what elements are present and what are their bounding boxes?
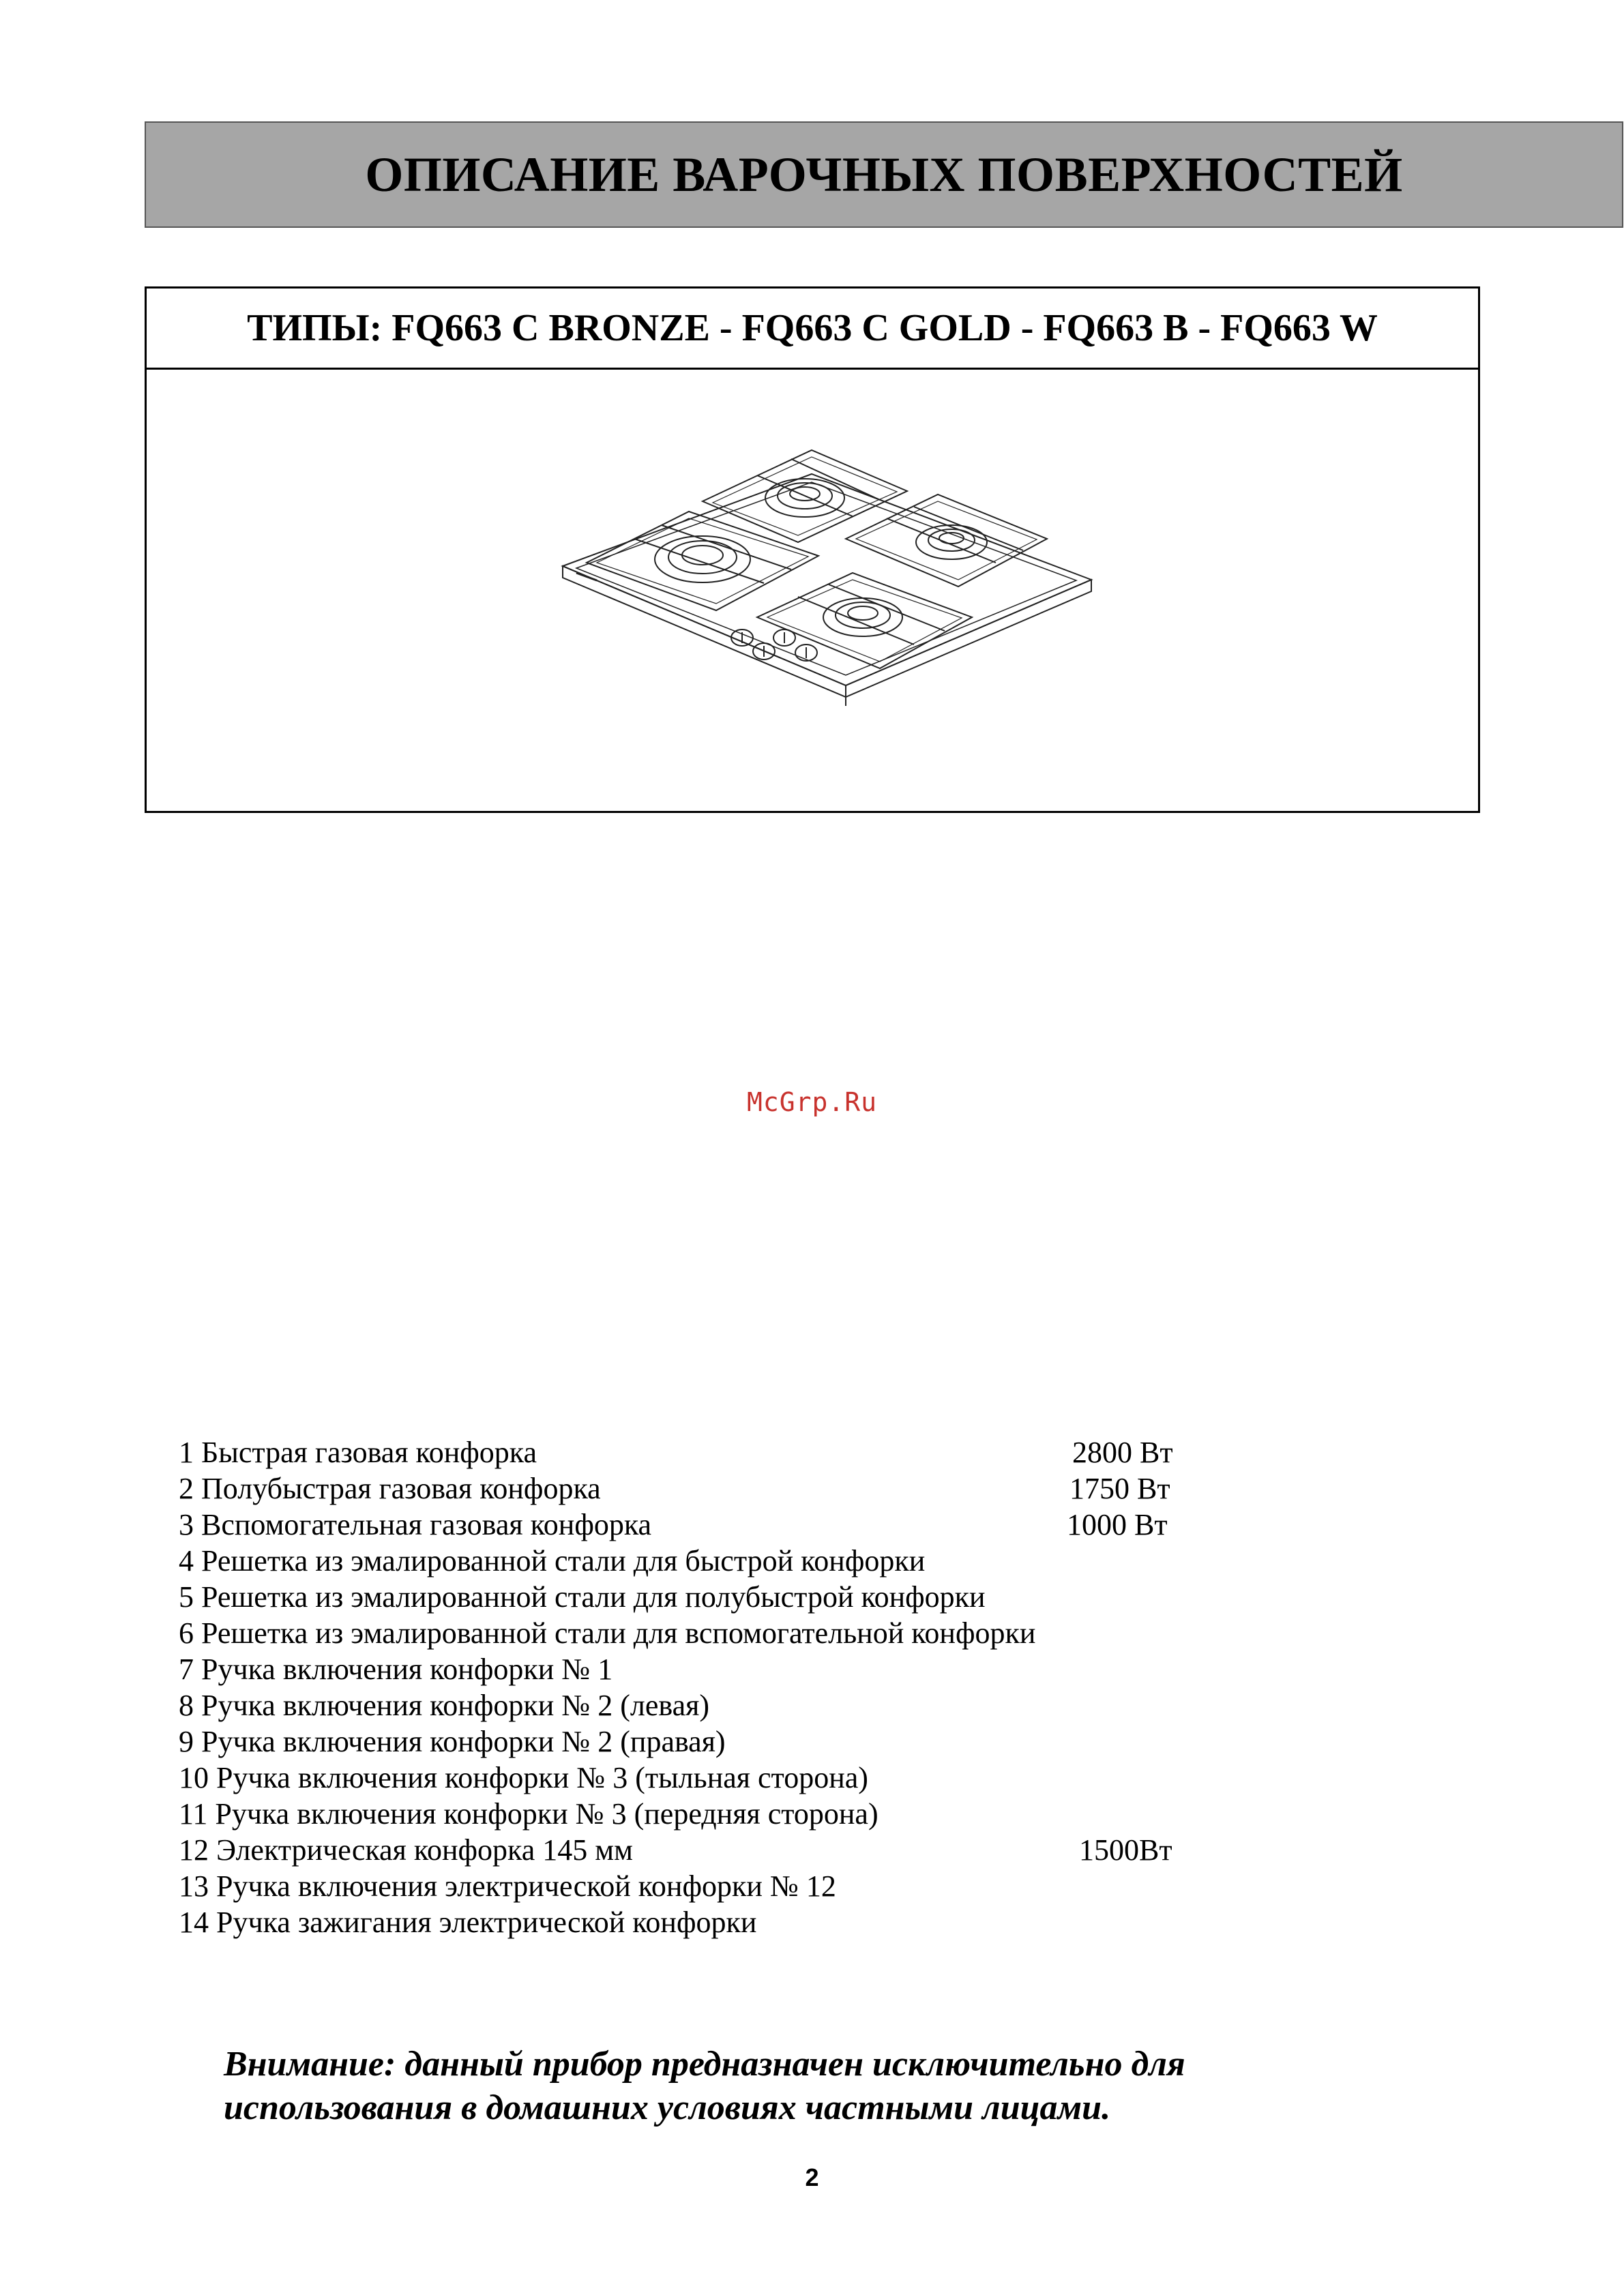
list-item	[179, 1723, 1202, 1760]
parts-list	[179, 1434, 1202, 1940]
part-description: 5 Решетка из эмалированной стали для полубыстрой конфорки	[179, 1580, 986, 1614]
models-box	[145, 286, 1480, 813]
list-item	[179, 1760, 1202, 1796]
part-description: 8 Ручка включения конфорки № 2 (левая)	[179, 1689, 709, 1722]
part-description: 4 Решетка из эмалированной стали для быстрой конфорки	[179, 1544, 926, 1578]
list-item	[179, 1868, 1202, 1904]
part-power: 1500Вт	[1079, 1833, 1172, 1867]
grate-rear	[703, 450, 907, 542]
grate-right	[846, 494, 1047, 587]
part-description: 12 Электрическая конфорка 145 мм	[179, 1833, 633, 1867]
list-item	[179, 1579, 1202, 1615]
part-description: 6 Решетка из эмалированной стали для вспомогательной конфорки	[179, 1616, 1036, 1650]
list-item	[179, 1651, 1202, 1687]
grate-front	[757, 573, 972, 668]
watermark: McGrp.Ru	[746, 1087, 878, 1117]
title-bar	[145, 121, 1623, 228]
list-item	[179, 1687, 1202, 1723]
burner-auxiliary	[916, 525, 987, 559]
burner-rapid	[655, 536, 750, 582]
list-item	[179, 1434, 1202, 1470]
brand-logo-mark	[576, 573, 597, 580]
part-power: 1750 Вт	[1069, 1472, 1170, 1505]
grate-left	[587, 512, 818, 610]
part-power: 1000 Вт	[1067, 1508, 1168, 1541]
part-description: 1 Быстрая газовая конфорка	[179, 1436, 537, 1469]
models-header	[147, 288, 1478, 370]
part-description: 9 Ручка включения конфорки № 2 (правая)	[179, 1725, 726, 1758]
burner-semi-rapid-front	[823, 598, 902, 636]
notice-line-2: использования в домашних условиях частными лицами.	[224, 2088, 1111, 2127]
control-knobs	[731, 630, 817, 661]
part-description: 11 Ручка включения конфорки № 3 (передняя сторона)	[179, 1797, 879, 1831]
part-description: 7 Ручка включения конфорки № 1	[179, 1653, 613, 1686]
notice-line-1: Внимание: данный прибор предназначен исключительно для	[224, 2045, 1185, 2084]
models-label: ТИПЫ: FQ663 C BRONZE - FQ663 C GOLD - FQ663 B - FQ663 W	[247, 307, 1378, 349]
list-item	[179, 1832, 1202, 1868]
list-item	[179, 1507, 1202, 1543]
hob-illustration	[559, 399, 1095, 706]
list-item	[179, 1543, 1202, 1579]
list-item	[179, 1796, 1202, 1832]
list-item	[179, 1470, 1202, 1507]
page-title: ОПИСАНИЕ ВАРОЧНЫХ ПОВЕРХНОСТЕЙ	[365, 147, 1403, 202]
list-item	[179, 1615, 1202, 1651]
part-description: 13 Ручка включения электрической конфорки № 12	[179, 1869, 836, 1903]
notice	[224, 2043, 1520, 2130]
part-description: 2 Полубыстрая газовая конфорка	[179, 1472, 601, 1505]
part-description: 3 Вспомогательная газовая конфорка	[179, 1508, 652, 1541]
part-description: 14 Ручка зажигания электрической конфорки	[179, 1906, 757, 1939]
list-item	[179, 1904, 1202, 1940]
part-power: 2800 Вт	[1072, 1436, 1173, 1469]
part-description: 10 Ручка включения конфорки № 3 (тыльная сторона)	[179, 1761, 868, 1794]
page-number: 2	[805, 2163, 819, 2191]
